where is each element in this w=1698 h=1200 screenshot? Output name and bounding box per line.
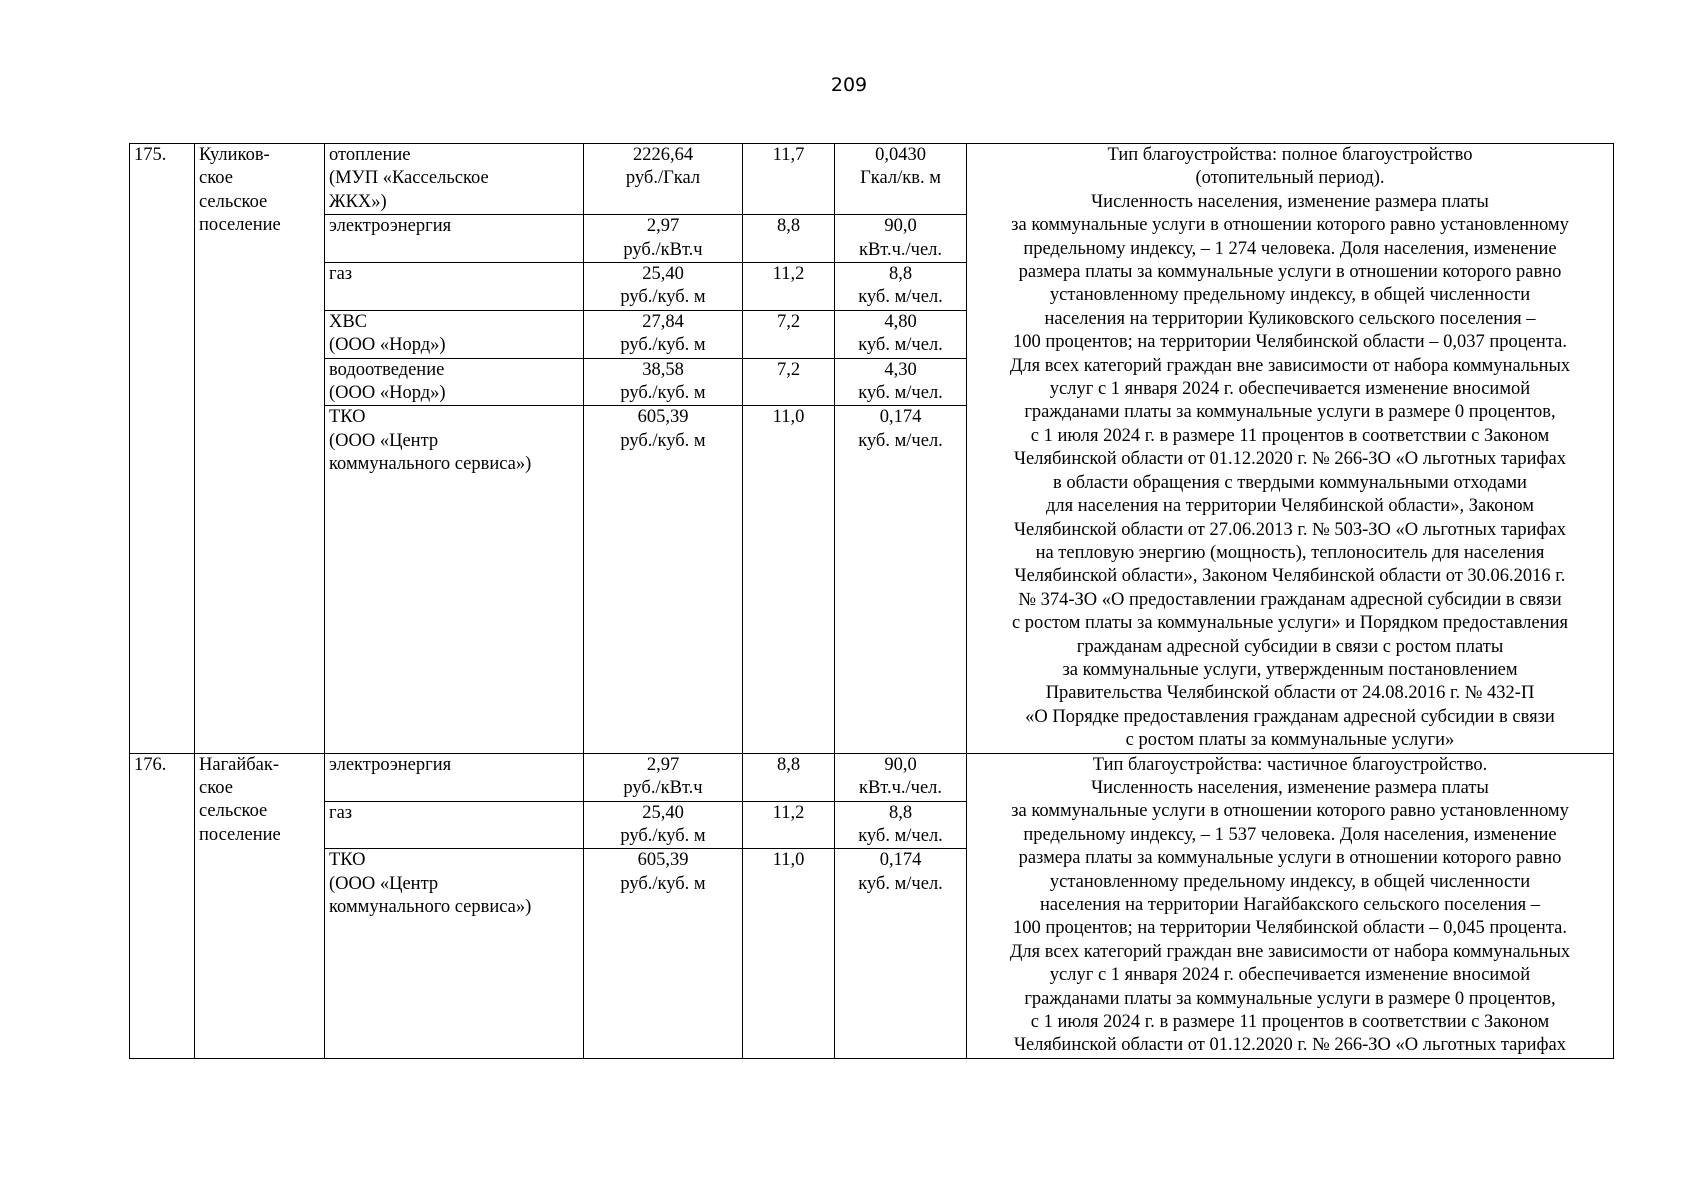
note-line: с 1 июля 2024 г. в размере 11 процентов в соответствии с Законом (1030, 425, 1550, 446)
note-line: Челябинской области от 01.12.2020 г. № 266-ЗО «О льготных тарифах (1014, 1035, 1566, 1056)
note-line: гражданам адресной субсидии в связи с ростом платы (1076, 636, 1504, 657)
note-line: населения на территории Нагайбакского сельского поселения – (1040, 895, 1540, 915)
note-text (967, 144, 1614, 754)
note-line: Тип благоустройства: частичное благоустройство. (1092, 754, 1488, 775)
volume-value: 4,80 куб. м/чел. (835, 310, 967, 358)
note-line: Численность населения, изменение размера платы (1091, 777, 1489, 798)
note-line: № 374-ЗО «О предоставлении гражданам адресной субсидии в связи (1018, 589, 1562, 610)
service-name: электроэнергия (325, 215, 584, 263)
entry-number: 175. (130, 144, 195, 754)
index-value: 7,2 (743, 310, 835, 358)
note-line: предельному индексу, – 1 274 человека. Доля населения, изменение (1023, 238, 1557, 259)
service-name: газ (325, 263, 584, 311)
note-line: с ростом платы за коммунальные услуги» (1125, 730, 1455, 751)
note-line: установленному предельному индексу, в общей численности (1049, 285, 1531, 306)
entry-number: 176. (130, 753, 195, 1059)
note-line: (отопительный период). (1195, 168, 1385, 189)
note-line: Челябинской области», Законом Челябинской области от 30.06.2016 г. (1014, 566, 1566, 587)
service-name: электроэнергия (325, 753, 584, 801)
note-line: с 1 июля 2024 г. в размере 11 процентов в соответствии с Законом (1030, 1012, 1550, 1033)
tariff-value: 605,39 руб./куб. м (584, 849, 743, 1059)
index-value: 11,0 (743, 406, 835, 753)
service-name: водоотведение (ООО «Норд») (325, 358, 584, 406)
note-line: на тепловую энергию (мощность), теплоноситель для населения (1035, 542, 1545, 563)
note-line: за коммунальные услуги, утвержденным постановлением (1062, 659, 1518, 680)
index-value: 8,8 (743, 215, 835, 263)
volume-value: 0,174 куб. м/чел. (835, 406, 967, 753)
tariff-value: 2,97 руб./кВт.ч (584, 215, 743, 263)
note-line: Численность населения, изменение размера платы (1091, 191, 1489, 212)
note-line: предельному индексу, – 1 537 человека. Доля населения, изменение (1023, 824, 1557, 845)
volume-value: 8,8 куб. м/чел. (835, 801, 967, 849)
tariff-value: 25,40 руб./куб. м (584, 801, 743, 849)
index-value: 11,7 (743, 144, 835, 215)
service-name: ХВС (ООО «Норд») (325, 310, 584, 358)
note-line: за коммунальные услуги в отношении которого равно установленному (1011, 215, 1569, 236)
note-line: с ростом платы за коммунальные услуги» и Порядком предоставления (1011, 613, 1569, 634)
index-value: 8,8 (743, 753, 835, 801)
note-line: гражданами платы за коммунальные услуги в размере 0 процентов, (1024, 402, 1556, 423)
table-row (130, 753, 1614, 801)
note-line: размера платы за коммунальные услуги в отношении которого равно (1018, 848, 1562, 869)
note-line: 100 процентов; на территории Челябинской области – 0,037 процента. (1013, 332, 1567, 353)
note-line: гражданами платы за коммунальные услуги в размере 0 процентов, (1024, 988, 1556, 1009)
index-value: 7,2 (743, 358, 835, 406)
note-line: Для всех категорий граждан вне зависимости от набора коммунальных (1009, 355, 1571, 376)
note-line: Челябинской области от 01.12.2020 г. № 266-ЗО «О льготных тарифах (1014, 449, 1566, 470)
note-line: за коммунальные услуги в отношении которого равно установленному (1011, 801, 1569, 822)
tariff-value: 2,97 руб./кВт.ч (584, 753, 743, 801)
service-name: ТКО (ООО «Центр коммунального сервиса») (325, 849, 584, 1059)
note-line: Для всех категорий граждан вне зависимости от набора коммунальных (1009, 941, 1571, 962)
service-name: газ (325, 801, 584, 849)
tariff-value: 2226,64 руб./Гкал (584, 144, 743, 215)
volume-value: 8,8 куб. м/чел. (835, 263, 967, 311)
service-name: отопление (МУП «Кассельское ЖКХ») (325, 144, 584, 215)
tariff-value: 605,39 руб./куб. м (584, 406, 743, 753)
tariff-table (129, 143, 1614, 1059)
volume-value: 90,0 кВт.ч./чел. (835, 753, 967, 801)
volume-value: 4,30 куб. м/чел. (835, 358, 967, 406)
page-number: 209 (830, 74, 868, 96)
note-line: Тип благоустройства: полное благоустройство (1107, 145, 1473, 165)
volume-value: 0,0430 Гкал/кв. м (835, 144, 967, 215)
volume-value: 0,174 куб. м/чел. (835, 849, 967, 1059)
index-value: 11,2 (743, 801, 835, 849)
settlement-name: Куликов- ское сельское поселение (195, 144, 325, 754)
index-value: 11,2 (743, 263, 835, 311)
tariff-value: 38,58 руб./куб. м (584, 358, 743, 406)
note-line: Правительства Челябинской области от 24.08.2016 г. № 432-П (1045, 683, 1535, 704)
note-line: размера платы за коммунальные услуги в отношении которого равно (1018, 262, 1562, 283)
note-line: Челябинской области от 27.06.2013 г. № 503-ЗО «О льготных тарифах (1014, 519, 1566, 540)
note-line: установленному предельному индексу, в общей численности (1049, 871, 1531, 892)
service-name: ТКО (ООО «Центр коммунального сервиса») (325, 406, 584, 753)
tariff-value: 25,40 руб./куб. м (584, 263, 743, 311)
note-line: населения на территории Куликовского сельского поселения – (1044, 308, 1536, 329)
note-line: услуг с 1 января 2024 г. обеспечивается изменение вносимой (1049, 965, 1531, 986)
note-line: для населения на территории Челябинской области», Законом (1046, 496, 1534, 517)
tariff-value: 27,84 руб./куб. м (584, 310, 743, 358)
settlement-name: Нагайбак- ское сельское поселение (195, 753, 325, 1059)
note-line: в области обращения с твердыми коммунальными отходами (1053, 472, 1527, 493)
volume-value: 90,0 кВт.ч./чел. (835, 215, 967, 263)
table-row (130, 144, 1614, 215)
note-line: 100 процентов; на территории Челябинской области – 0,045 процента. (1013, 918, 1567, 939)
index-value: 11,0 (743, 849, 835, 1059)
note-line: услуг с 1 января 2024 г. обеспечивается изменение вносимой (1049, 379, 1531, 400)
note-line: «О Порядке предоставления гражданам адресной субсидии в связи (1025, 706, 1555, 727)
note-text (967, 753, 1614, 1059)
